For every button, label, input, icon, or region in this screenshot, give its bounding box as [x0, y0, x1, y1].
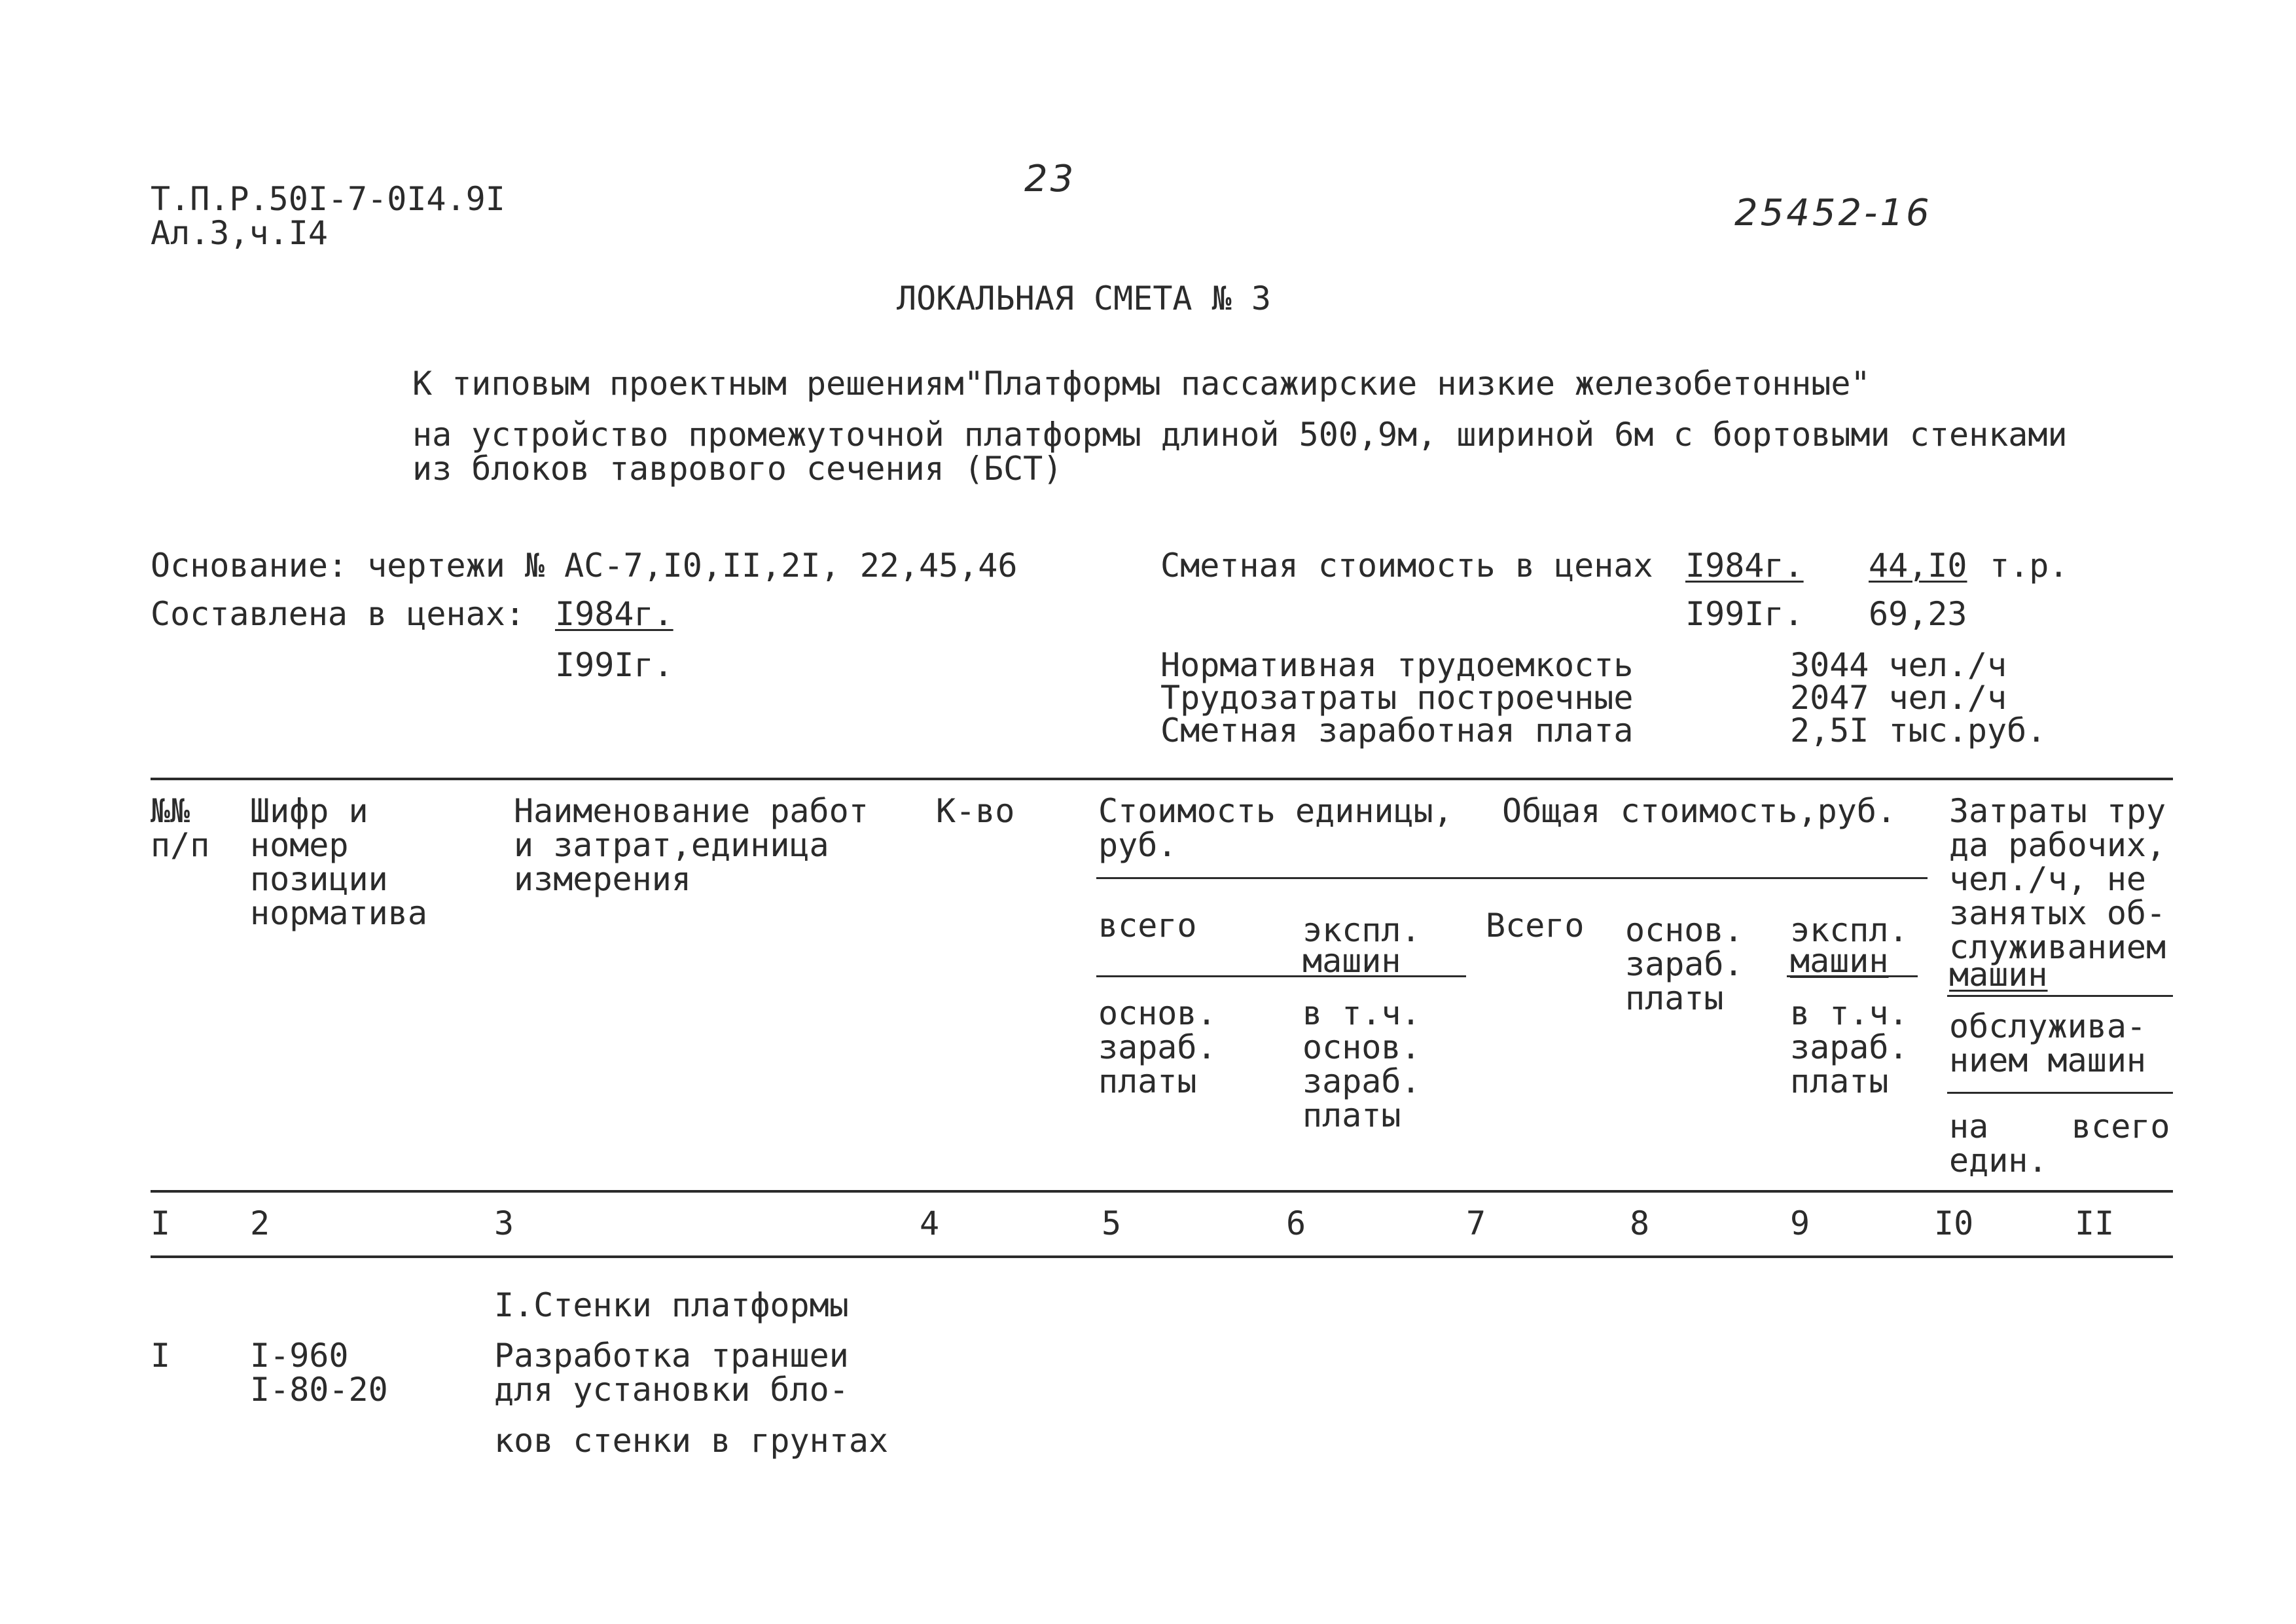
sub-header-service: обслужива- нием машин	[1949, 1007, 2147, 1079]
subtitle-line-2: на устройство промежуточной платформы длиной 500,9м, шириной 6м с бортовыми стенками	[412, 416, 2068, 454]
col-header-labor-machines: машин	[1949, 956, 2048, 994]
cost-value-1991: 69,23	[1869, 595, 1967, 633]
unit-cost-rule	[1096, 975, 1466, 977]
row-1-name-continued: ков стенки в грунтах	[494, 1422, 889, 1460]
doc-part: Ал.3,ч.I4	[151, 214, 328, 252]
col-number-5: 5	[1102, 1204, 1122, 1242]
page-title: ЛОКАЛЬНАЯ СМЕТА № 3	[897, 280, 1271, 317]
col-header-code: Шифр и номер позиции норматива	[250, 792, 427, 932]
page-number: 23	[1024, 158, 1077, 200]
col-number-1: I	[151, 1204, 171, 1242]
sub-header-expl: экспл.	[1302, 911, 1421, 949]
prices-year-1984: I984г.	[555, 595, 673, 633]
col-header-unit-cost: Стоимость единицы, руб.	[1098, 792, 1453, 864]
labor-rule-2	[1947, 1092, 2173, 1094]
col-number-3: 3	[494, 1204, 514, 1242]
cost-year-1991: I99Iг.	[1685, 595, 1804, 633]
cost-group-rule	[1096, 877, 1928, 879]
col-header-qty: К-во	[936, 792, 1015, 830]
col-number-9: 9	[1790, 1204, 1810, 1242]
sub-header-mashin-total: машин	[1790, 942, 1889, 980]
col-header-name: Наименование работ и затрат,единица измерения	[514, 792, 869, 898]
col-number-2: 2	[250, 1204, 270, 1242]
column-numbers-rule	[151, 1255, 2173, 1258]
sub-header-osnov-total: основ. зараб. платы	[1625, 911, 1744, 1017]
register-number: 25452-16	[1734, 192, 1932, 234]
labor-rule-1	[1947, 995, 2173, 997]
col-number-4: 4	[920, 1204, 940, 1242]
col-header-total-cost: Общая стоимость,руб.	[1502, 792, 1897, 830]
sub-header-vsego2: всего	[2072, 1108, 2170, 1146]
subtitle-line-3: из блоков таврового сечения (БСТ)	[412, 450, 1063, 488]
row-1-code: I-960 I-80-20	[250, 1337, 388, 1409]
doc-code: Т.П.Р.50I-7-0I4.9I	[151, 180, 505, 218]
cost-unit: т.р.	[1990, 547, 2069, 585]
col-header-labor: Затраты тру да рабочих, чел./ч, не занятых об- служиванием	[1949, 792, 2166, 966]
labor-build-value: 2047 чел./ч	[1790, 679, 2007, 717]
wage-value: 2,5I тыс.руб.	[1790, 712, 2047, 749]
section-title: I.Стенки платформы	[494, 1286, 849, 1324]
basis-label: Основание: чертежи № АС-7,I0,II,2I, 22,45,46	[151, 547, 1018, 585]
col-number-7: 7	[1466, 1204, 1486, 1242]
col-number-6: 6	[1286, 1204, 1306, 1242]
labor-build-label: Трудозатраты построечные	[1160, 679, 1634, 717]
header-bottom-rule	[151, 1190, 2173, 1193]
row-1-number: I	[151, 1337, 171, 1375]
cost-label: Сметная стоимость в ценах	[1160, 547, 1653, 585]
sub-header-total: Всего	[1486, 907, 1585, 945]
sub-header-vtch-unit: в т.ч. основ. зараб. платы	[1302, 994, 1421, 1134]
prices-year-1991: I99Iг.	[555, 646, 673, 684]
col-header-num: №№ п/п	[151, 792, 210, 864]
row-1-name: Разработка траншеи для установки бло-	[494, 1337, 849, 1409]
col-number-8: 8	[1630, 1204, 1650, 1242]
prices-label: Составлена в ценах:	[151, 595, 525, 633]
sub-header-na-edin: на един.	[1949, 1108, 2048, 1180]
labor-norm-label: Нормативная трудоемкость	[1160, 646, 1634, 684]
sub-header-mashin: машин	[1302, 942, 1401, 980]
cost-year-1984: I984г.	[1685, 547, 1804, 585]
subtitle-line-1: К типовым проектным решениям"Платформы пассажирские низкие железобетонные"	[412, 365, 1871, 403]
sub-header-vsego: всего	[1098, 907, 1197, 945]
cost-value-1984: 44,I0	[1869, 547, 1967, 585]
sub-header-osnov-unit: основ. зараб. платы	[1098, 994, 1217, 1100]
wage-label: Сметная заработная плата	[1160, 712, 1634, 749]
col-number-10: I0	[1934, 1204, 1974, 1242]
sub-header-vtch-total: в т.ч. зараб. платы	[1790, 994, 1909, 1100]
table-top-rule	[151, 778, 2173, 780]
sub-header-expl-total: экспл.	[1790, 911, 1909, 949]
labor-norm-value: 3044 чел./ч	[1790, 646, 2007, 684]
col-number-11: II	[2075, 1204, 2115, 1242]
